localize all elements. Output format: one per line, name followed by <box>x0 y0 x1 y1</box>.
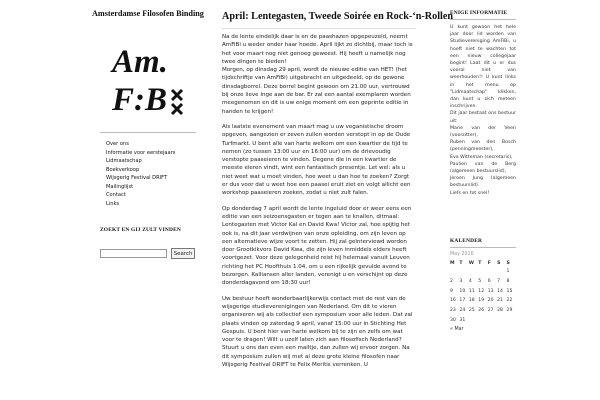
logo-line-2: F:B <box>112 82 168 118</box>
calendar-week-row <box>450 286 516 296</box>
calendar-week-row <box>450 315 516 325</box>
site-title[interactable]: Amsterdamse Filosofen Binding <box>92 9 204 18</box>
main-menu <box>106 140 202 208</box>
calendar-day <box>497 315 506 325</box>
calendar-day: 15 <box>506 288 513 294</box>
info-paragraph: Dit jaar bestaat ons bestuur uit: <box>450 111 516 124</box>
calendar-day: 13 <box>487 288 494 294</box>
info-widget <box>450 10 516 197</box>
calendar-day: 1 <box>506 269 510 275</box>
calendar-week-row <box>450 296 516 306</box>
calendar-day: 7 <box>497 279 501 285</box>
calendar-day <box>478 267 487 277</box>
calendar-day: 26 <box>478 308 485 314</box>
search-widget-title: ZOEKT EN GIJ ZULT VINDEN <box>100 227 181 233</box>
weekday: S <box>506 260 510 266</box>
weekday: F <box>487 260 491 266</box>
calendar-day: 2 <box>450 279 453 285</box>
search-button[interactable]: Search <box>171 248 195 259</box>
calendar-day: 8 <box>506 279 510 285</box>
calendar-day: 3 <box>459 279 463 285</box>
post-title-divider <box>222 28 416 29</box>
calendar-day: 10 <box>459 288 466 294</box>
weekday: W <box>468 260 474 266</box>
info-paragraph: Liefs en tot snel! <box>450 190 490 196</box>
calendar-day: 22 <box>506 298 513 304</box>
calendar-table <box>450 259 516 325</box>
calendar-day: 25 <box>468 308 475 314</box>
calendar-day: 9 <box>450 288 453 294</box>
calendar-divider <box>450 247 516 248</box>
post-title[interactable]: April: Lentegasten, Tweede Soirée en Rock-‘n-Rollen <box>222 11 454 22</box>
calendar-day: 5 <box>478 279 482 285</box>
calendar-days <box>450 267 516 325</box>
weekday: T <box>478 260 482 266</box>
calendar-day: 31 <box>459 317 466 323</box>
calendar-title: KALENDER <box>450 238 483 244</box>
calendar-day <box>469 267 478 277</box>
menu-item-links[interactable]: Links <box>106 200 120 207</box>
search-input[interactable] <box>100 249 167 258</box>
calendar-week-row <box>450 267 516 277</box>
calendar-day: 29 <box>506 308 513 314</box>
calendar-week-row <box>450 306 516 316</box>
menu-item-contact[interactable]: Contact <box>106 192 126 198</box>
calendar-day: 23 <box>450 308 456 314</box>
calendar-day <box>497 267 506 277</box>
info-widget-divider <box>450 19 516 20</box>
info-paragraph: Marie van der Veen (voorzitter), <box>450 125 516 139</box>
sidebar-divider <box>100 132 196 133</box>
calendar-weekday-row <box>450 259 516 267</box>
weekday: M <box>450 260 455 266</box>
weekday: T <box>459 260 463 266</box>
calendar-day: 14 <box>497 288 503 294</box>
calendar-day: 30 <box>450 317 456 323</box>
weekday: S <box>497 260 501 266</box>
post-content <box>222 33 416 376</box>
info-paragraph: Jeroen Jung (algemeen bestuurslid). <box>450 176 516 189</box>
calendar-day: 24 <box>459 308 466 314</box>
info-paragraph: U kunt gewoon het hele jaar door lid worden van Studievereniging AmFiBi, u hoeft niet te wachten tot een nieuw collegejaar begint! Laat dit u er dus vooral niet van weerhouden!! U kunt links in het menu op "Lidmaatschap" klikken, dan kunt u zich meteen inschrijven. <box>450 25 516 110</box>
calendar-day <box>450 267 459 277</box>
calendar-widget <box>450 238 516 332</box>
info-widget-title: ENIGE INFORMATIE <box>450 10 508 16</box>
calendar-day: 20 <box>487 298 494 304</box>
calendar-day: 12 <box>478 288 485 294</box>
calendar-day <box>488 267 497 277</box>
post-paragraph: Als laatste evenement van maart mag u uw veganistische droom opgeven, aangezien er zeven zullen worden verstopt in op de Oude Turfmarkt. U bent alle van harte welkom om een kwartier de tijd te nemen (zo tussen 13:00 uur en 16:00 uur) om de drievoudig verstopte paaseieren te vinden. Degene die in een kwartier de meeste eieren vindt, wint een fantastisch presentje. Let wel: als u niet weet wat u moet vinden, hoe weet u dan hoe te zoeken? Zorgt er dus voor dat u weet hoe een paasei eruit ziet en volgt allicht een workshop paaseieren zoeken, zodat u niet zult falen. <box>222 123 411 197</box>
calendar-day: 17 <box>459 298 466 304</box>
post-paragraph: Na de lente eindelijk daar is en de paashazen opgepeuzeld, neemt AmFiBi u weder onder haar hoede. April lijkt zo dichtbij, maar toch is het voor maart nog niet genoeg geweest. Hij heeft u namelijk nog twee dingen te bieden! Morgen, op dinsdag 29 april, wordt de nieuwe editie van HET! (het tijdschriftje van AmFiBi) uitgebracht en uitgedeeld, op de gewone dinsdagborrel. Deze borrel begint gewoon om 21.00 uur, vertrouwd bij onze lieve Inge aan de bar. Er zal een aantal exemplaren worden meegenomen en dit is uw enige moment om een geprinte editie in handen te krijgen! <box>222 34 413 115</box>
menu-item-mailinglijst[interactable]: Mailinglijst <box>106 183 134 190</box>
calendar-day <box>469 315 478 325</box>
calendar-week-row <box>450 277 516 287</box>
calendar-day: 27 <box>487 308 494 314</box>
calendar-day: 18 <box>468 298 475 304</box>
calendar-day: 6 <box>487 279 491 285</box>
menu-item-lidmaatschap[interactable]: Lidmaatschap <box>106 158 142 164</box>
amfib-logo[interactable] <box>110 36 190 120</box>
menu-item-boekverkoop[interactable]: Boekverkoop <box>106 166 140 173</box>
site-header <box>92 8 204 19</box>
post-paragraph: Uw bestuur heeft wonderbaarlijkerwijs contact met de rest van de wijsgerige studieverenigingen van Nederland. Om dit te vieren organiseren wij als collectief een symposium voor alle leden. Dat zal plaats vinden op zaterdag 9 april, vanaf 15:00 uur in Stichting Het Gespuis. U bent hier van harte welkom bij te zijn en zelfs om wat voor te dragen! Wilt u uzelf laten zich aan filosofisch Nederland? Stuurt u ons dan even een mailtje, dan zullen wij ervoor zorgen. Na dit symposium zullen wij met al deze grote kleine filosofen naar Wijsgerig Festival DRIFT te Felix Meritis verrenken. U <box>222 295 413 368</box>
menu-item-drift[interactable]: Wijsgerig Festival DRIFT <box>106 175 168 181</box>
info-paragraph: Ruben van den Bosch (penningmeester), <box>450 140 516 153</box>
calendar-day: 16 <box>450 298 456 304</box>
calendar-day: 4 <box>468 279 472 285</box>
menu-item-eerstejaars[interactable]: Informatie voor eerstejaars <box>106 149 176 156</box>
logo-cross-mark <box>172 90 182 114</box>
post-paragraph: Op donderdag 7 april wordt de lente ingeluid door er weer eens een editie van een seizoensgasten er tegen aan te knallen, ditmaal: Lentegasten met Victor Kal en David Kwa! Victor zal, hoe spijtig het ook is, na dit jaar verdwijnen van onze opleiding, om zijn leven op een alternatieve wijze voort te zetten. Hij zal geïnterviewd worden door Grootkikvors David Kwa, die zijn leven inmiddels elders heeft voortgezet. Voor deze gelegenheid reist hij helemaal vanuit Leuven richting het PC Hoofthuis 1.04, om u een rijkelijk gevulde avond te bezorgen. Kalliansen aller landen, verenigt u en verschijnt op deze donderdagavond om 18:30 uur! <box>222 205 412 287</box>
menu-item-over-ons[interactable]: Over ons <box>106 141 129 147</box>
calendar-prev-month-link[interactable]: « Mar <box>450 327 464 333</box>
calendar-day: 28 <box>497 308 503 314</box>
info-text <box>450 24 516 197</box>
calendar-day: 11 <box>468 288 475 294</box>
info-paragraph: Eva Witteman (secretaris), <box>450 154 513 160</box>
calendar-day <box>459 267 468 277</box>
calendar-day <box>507 315 516 325</box>
calendar-month: May 2016 <box>450 252 474 257</box>
info-paragraph: Paulien van de Berg (algemeen bestuurslid), <box>450 161 516 175</box>
post-header <box>222 10 454 23</box>
calendar-day <box>478 315 487 325</box>
logo-line-1: Am. <box>112 44 168 80</box>
calendar-day <box>488 315 497 325</box>
calendar-day: 19 <box>478 298 485 304</box>
calendar-day: 21 <box>497 298 503 304</box>
